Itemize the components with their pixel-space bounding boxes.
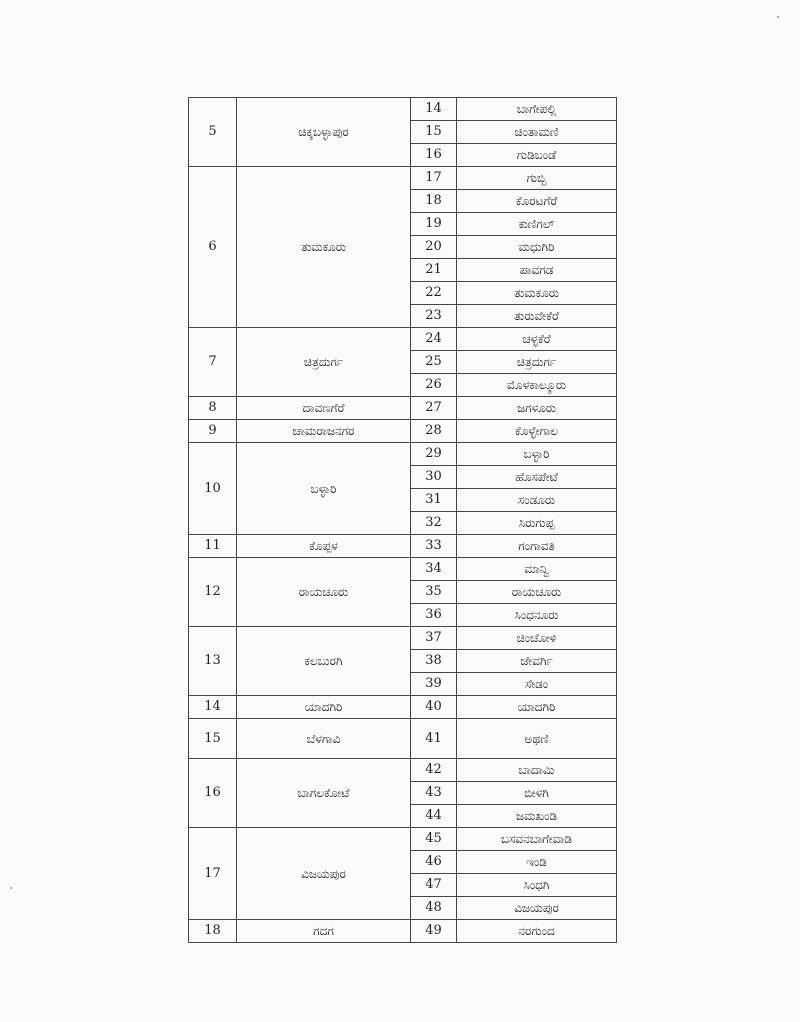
taluk-name-cell: ಕೊಳ್ಳೇಗಾಲ — [457, 420, 617, 443]
taluk-number-cell: 37 — [411, 627, 457, 650]
taluk-name-cell: ಗುಡಿಬಂಡೆ — [457, 144, 617, 167]
taluk-number-cell: 27 — [411, 397, 457, 420]
taluk-number-cell: 16 — [411, 144, 457, 167]
district-name-cell: ಕೊಪ್ಪಳ — [237, 535, 411, 558]
taluk-number-cell: 28 — [411, 420, 457, 443]
taluk-number-cell: 22 — [411, 282, 457, 305]
taluk-number-cell: 21 — [411, 259, 457, 282]
district-name-cell: ಚಾಮರಾಜನಗರ — [237, 420, 411, 443]
taluk-number-cell: 17 — [411, 167, 457, 190]
taluk-name-cell: ಬಾಗೇಪಲ್ಲಿ — [457, 98, 617, 121]
taluk-number-cell: 23 — [411, 305, 457, 328]
taluk-name-cell: ಸಿಂಧನೂರು — [457, 604, 617, 627]
taluk-name-cell: ಸಿಂಧಗಿ — [457, 874, 617, 897]
taluk-number-cell: 25 — [411, 351, 457, 374]
table-row — [189, 420, 617, 443]
taluk-number-cell: 32 — [411, 512, 457, 535]
taluk-name-cell: ಅಥಣಿ — [457, 719, 617, 759]
taluk-name-cell: ತುಮಕೂರು — [457, 282, 617, 305]
table-row — [189, 397, 617, 420]
taluk-name-cell: ಬೀಳಗಿ — [457, 782, 617, 805]
table-body — [189, 98, 617, 943]
table-row — [189, 443, 617, 466]
table-row — [189, 828, 617, 851]
district-name-cell: ಚಿಕ್ಕಬಳ್ಳಾಪುರ — [237, 98, 411, 167]
taluk-number-cell: 20 — [411, 236, 457, 259]
taluk-number-cell: 39 — [411, 673, 457, 696]
district-number-cell: 16 — [189, 759, 237, 828]
taluk-number-cell: 33 — [411, 535, 457, 558]
taluk-name-cell: ಬಳ್ಳಾರಿ — [457, 443, 617, 466]
taluk-number-cell: 14 — [411, 98, 457, 121]
taluk-number-cell: 45 — [411, 828, 457, 851]
table-row — [189, 696, 617, 719]
district-number-cell: 11 — [189, 535, 237, 558]
district-name-cell: ರಾಯಚೂರು — [237, 558, 411, 627]
district-name-cell: ವಿಜಯಪುರ — [237, 828, 411, 920]
taluk-number-cell: 29 — [411, 443, 457, 466]
district-name-cell: ಗದಗ — [237, 920, 411, 943]
district-number-cell: 10 — [189, 443, 237, 535]
taluk-name-cell: ತುರುವೇಕೆರೆ — [457, 305, 617, 328]
taluk-number-cell: 34 — [411, 558, 457, 581]
taluk-number-cell: 30 — [411, 466, 457, 489]
taluk-number-cell: 40 — [411, 696, 457, 719]
table-row — [189, 719, 617, 759]
district-number-cell: 5 — [189, 98, 237, 167]
table-row — [189, 627, 617, 650]
taluk-number-cell: 31 — [411, 489, 457, 512]
taluk-number-cell: 15 — [411, 121, 457, 144]
taluk-number-cell: 41 — [411, 719, 457, 759]
taluk-number-cell: 49 — [411, 920, 457, 943]
taluk-name-cell: ಕುಣಿಗಲ್ — [457, 213, 617, 236]
taluk-number-cell: 42 — [411, 759, 457, 782]
taluk-name-cell: ನರಗುಂದ — [457, 920, 617, 943]
taluk-number-cell: 38 — [411, 650, 457, 673]
table-row — [189, 167, 617, 190]
table-row — [189, 759, 617, 782]
table-row — [189, 328, 617, 351]
district-number-cell: 14 — [189, 696, 237, 719]
table-row — [189, 558, 617, 581]
taluk-name-cell: ಹೊಸಪೇಟೆ — [457, 466, 617, 489]
district-taluk-table — [188, 97, 617, 943]
taluk-name-cell: ವಿಜಯಪುರ — [457, 897, 617, 920]
taluk-name-cell: ಚಿಂತಾಮಣಿ — [457, 121, 617, 144]
district-name-cell: ಬಳ್ಳಾರಿ — [237, 443, 411, 535]
scan-speck — [10, 887, 12, 889]
taluk-number-cell: 44 — [411, 805, 457, 828]
district-name-cell: ದಾವಣಗೆರೆ — [237, 397, 411, 420]
district-number-cell: 8 — [189, 397, 237, 420]
table-row — [189, 920, 617, 943]
taluk-name-cell: ಜೇವರ್ಗಿ — [457, 650, 617, 673]
taluk-number-cell: 18 — [411, 190, 457, 213]
table-row — [189, 535, 617, 558]
taluk-name-cell: ಜಮಖಂಡಿ — [457, 805, 617, 828]
taluk-name-cell: ಚಿತ್ರದುರ್ಗ — [457, 351, 617, 374]
taluk-number-cell: 47 — [411, 874, 457, 897]
taluk-name-cell: ಇಂಡಿ — [457, 851, 617, 874]
district-name-cell: ಯಾದಗಿರಿ — [237, 696, 411, 719]
district-number-cell: 18 — [189, 920, 237, 943]
district-number-cell: 13 — [189, 627, 237, 696]
taluk-name-cell: ಚಿಂಚೋಳಿ — [457, 627, 617, 650]
district-name-cell: ತುಮಕೂರು — [237, 167, 411, 328]
taluk-name-cell: ಗುಬ್ಬಿ — [457, 167, 617, 190]
district-name-cell: ಕಲಬುರಗಿ — [237, 627, 411, 696]
taluk-name-cell: ಪಾವಗಡ — [457, 259, 617, 282]
district-number-cell: 9 — [189, 420, 237, 443]
taluk-name-cell: ಸೇಡಂ — [457, 673, 617, 696]
taluk-number-cell: 26 — [411, 374, 457, 397]
taluk-name-cell: ಜಗಳೂರು — [457, 397, 617, 420]
taluk-name-cell: ಸಿರುಗುಪ್ಪ — [457, 512, 617, 535]
taluk-name-cell: ಸಂಡೂರು — [457, 489, 617, 512]
table-row — [189, 98, 617, 121]
taluk-name-cell: ಬಸವನಬಾಗೇವಾಡಿ — [457, 828, 617, 851]
taluk-number-cell: 35 — [411, 581, 457, 604]
taluk-name-cell: ರಾಯಚೂರು — [457, 581, 617, 604]
district-name-cell: ಬಾಗಲಕೋಟೆ — [237, 759, 411, 828]
taluk-name-cell: ಚಳ್ಳಕೆರೆ — [457, 328, 617, 351]
taluk-name-cell: ಮೊಳಕಾಲ್ಮೂರು — [457, 374, 617, 397]
taluk-number-cell: 48 — [411, 897, 457, 920]
taluk-name-cell: ಮಧುಗಿರಿ — [457, 236, 617, 259]
taluk-name-cell: ಗಂಗಾವತಿ — [457, 535, 617, 558]
taluk-number-cell: 36 — [411, 604, 457, 627]
district-number-cell: 6 — [189, 167, 237, 328]
district-name-cell: ಚಿತ್ರದುರ್ಗ — [237, 328, 411, 397]
taluk-name-cell: ಕೊರಟಗೆರೆ — [457, 190, 617, 213]
district-number-cell: 12 — [189, 558, 237, 627]
taluk-number-cell: 24 — [411, 328, 457, 351]
taluk-number-cell: 19 — [411, 213, 457, 236]
taluk-number-cell: 46 — [411, 851, 457, 874]
district-number-cell: 7 — [189, 328, 237, 397]
scan-speck — [777, 16, 779, 18]
district-number-cell: 15 — [189, 719, 237, 759]
taluk-name-cell: ಮಾನ್ವಿ — [457, 558, 617, 581]
district-number-cell: 17 — [189, 828, 237, 920]
taluk-number-cell: 43 — [411, 782, 457, 805]
taluk-name-cell: ಬಾದಾಮಿ — [457, 759, 617, 782]
district-name-cell: ಬೆಳಗಾವಿ — [237, 719, 411, 759]
taluk-name-cell: ಯಾದಗಿರಿ — [457, 696, 617, 719]
